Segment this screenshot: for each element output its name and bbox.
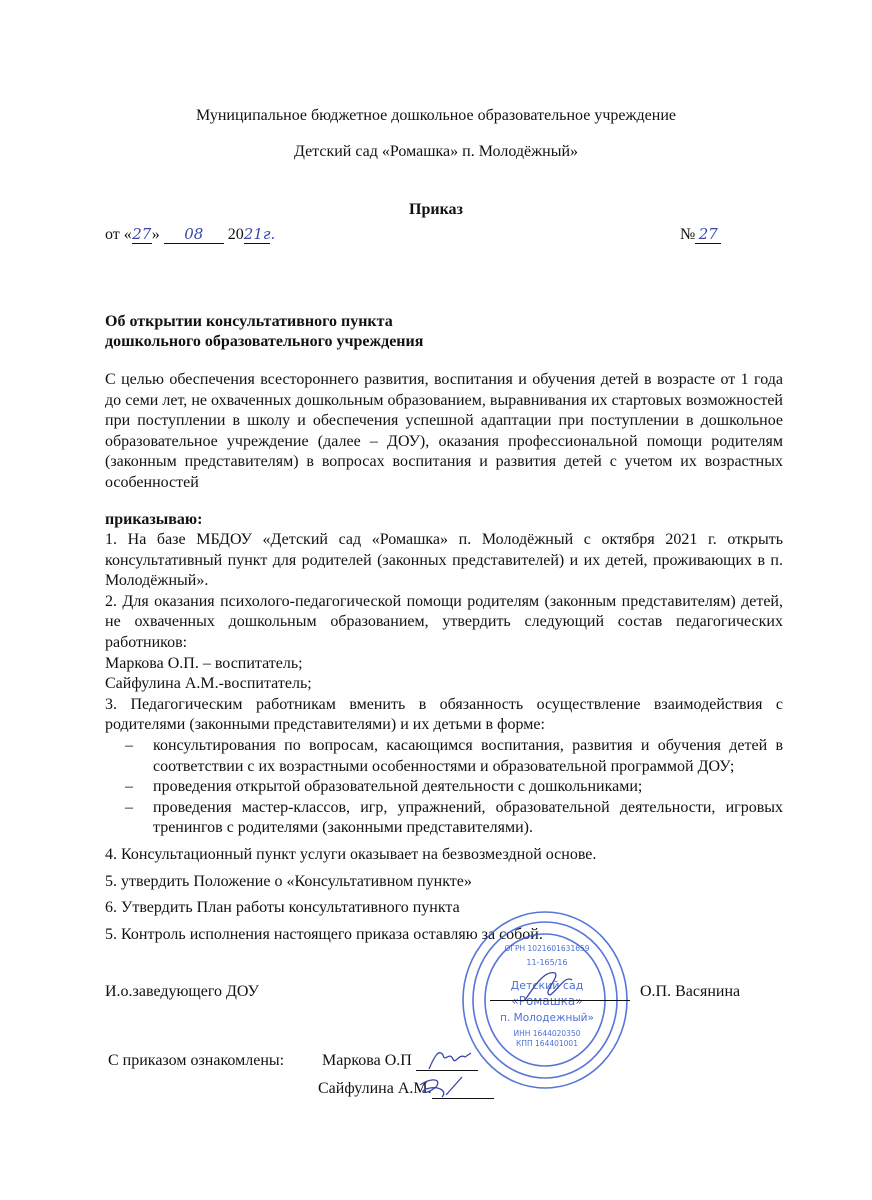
svg-text:«Ромашка»: «Ромашка» — [511, 994, 583, 1008]
list-item: – консультирования по вопросам, касающимся воспитания, развития и обучения детей в соответствии с их возрастными особенностями и образовательной программой ДОУ; — [105, 736, 783, 777]
document-title: Приказ — [409, 201, 463, 218]
date-day: 27 — [132, 225, 152, 243]
signer-position: И.о.заведующего ДОУ — [105, 983, 259, 1000]
date-year-prefix: 20 — [227, 226, 244, 243]
number-value: 27 — [695, 225, 721, 244]
svg-text:ИНН 1644020350: ИНН 1644020350 — [513, 1029, 581, 1038]
date-year: 21г. — [243, 225, 276, 243]
order-word: приказываю: — [105, 511, 203, 528]
list-item: – проведения открытой образовательной деятельности с дошкольниками; — [105, 777, 783, 798]
subject-line1: Об открытии консультативного пункта — [105, 313, 393, 330]
item-1: 1. На базе МБДОУ «Детский сад «Ромашка» п. Молодёжный с октября 2021 г. открыть консультативный пункт для родителей (законных представителей) и их детей, проживающих в п. Молодёжный». — [105, 531, 783, 590]
ack-label: С приказом ознакомлены: — [108, 1052, 285, 1069]
ack-saifulina — [318, 1080, 494, 1099]
svg-text:Детский сад: Детский сад — [510, 979, 584, 992]
staff-2: Сайфулина А.М.-воспитатель; — [105, 675, 312, 693]
org-name-line2: Детский сад «Ромашка» п. Молодёжный» — [293, 143, 579, 160]
date-month: 08 — [164, 225, 224, 244]
ack-saifulina-name: Сайфулина А.М. — [318, 1080, 432, 1097]
preamble: С целью обеспечения всестороннего развития, воспитания и обучения детей в возрасте от 1 года до семи лет, не охваченных дошкольным образованием, выравнивания их стартовых возможностей при поступлении в школу и обеспечения успешной адаптации при поступлении в дошкольное образовательное учреждение (далее – ДОУ), оказания профессиональной помощи родителям (законным представителям) в вопросах воспитания и развития детей с учетом их возрастных особенностей — [105, 371, 783, 491]
staff-1: Маркова О.П. – воспитатель; — [105, 654, 303, 672]
svg-text:КПП 164401001: КПП 164401001 — [516, 1039, 578, 1048]
saifulina-signature — [412, 1073, 467, 1103]
item-4: 4. Консультационный пункт услуги оказывает на безвозмездной основе. — [105, 845, 597, 863]
item-2: 2. Для оказания психолого-педагогической помощи родителям (законным представителям) детей, не охваченных дошкольным образованием, утвердить следующий состав педагогических работников: — [105, 592, 783, 651]
subject — [105, 312, 783, 352]
svg-text:11-165/16: 11-165/16 — [526, 958, 568, 967]
list-item: – проведения мастер-классов, игр, упражнений, образовательной деятельности, игровых тренингов с родителями (законными представителями). — [105, 798, 783, 839]
date-mid: » — [151, 226, 160, 243]
number-prefix: № — [680, 226, 696, 243]
item-6: 6. Утвердить План работы консультативного пункта — [105, 899, 460, 917]
order-items — [105, 530, 783, 945]
item-7: 5. Контроль исполнения настоящего приказа оставляю за собой. — [105, 925, 543, 943]
subject-line2: дошкольного образовательного учреждения — [105, 333, 424, 350]
org-name-line1: Муниципальное бюджетное дошкольное образовательное учреждение — [196, 107, 676, 124]
date-prefix: от « — [105, 226, 132, 243]
markova-signature — [425, 1045, 475, 1075]
item-5: 5. утвердить Положение о «Консультативном пункте» — [105, 872, 472, 890]
ack-markova-name: Маркова О.П — [322, 1052, 412, 1069]
order-date — [105, 225, 276, 244]
item-3: 3. Педагогическим работникам вменить в обязанность осуществление взаимодействия с родителями (законными представителями) и их детьми в форме: — [105, 695, 783, 734]
forms-list — [105, 736, 783, 839]
director-signature — [520, 965, 580, 1005]
signer-name: О.П. Васянина — [640, 983, 741, 1000]
svg-text:ОГРН 1021601631659: ОГРН 1021601631659 — [504, 944, 590, 953]
order-number — [680, 225, 721, 244]
svg-text:п. Молодежный»: п. Молодежный» — [500, 1012, 594, 1024]
